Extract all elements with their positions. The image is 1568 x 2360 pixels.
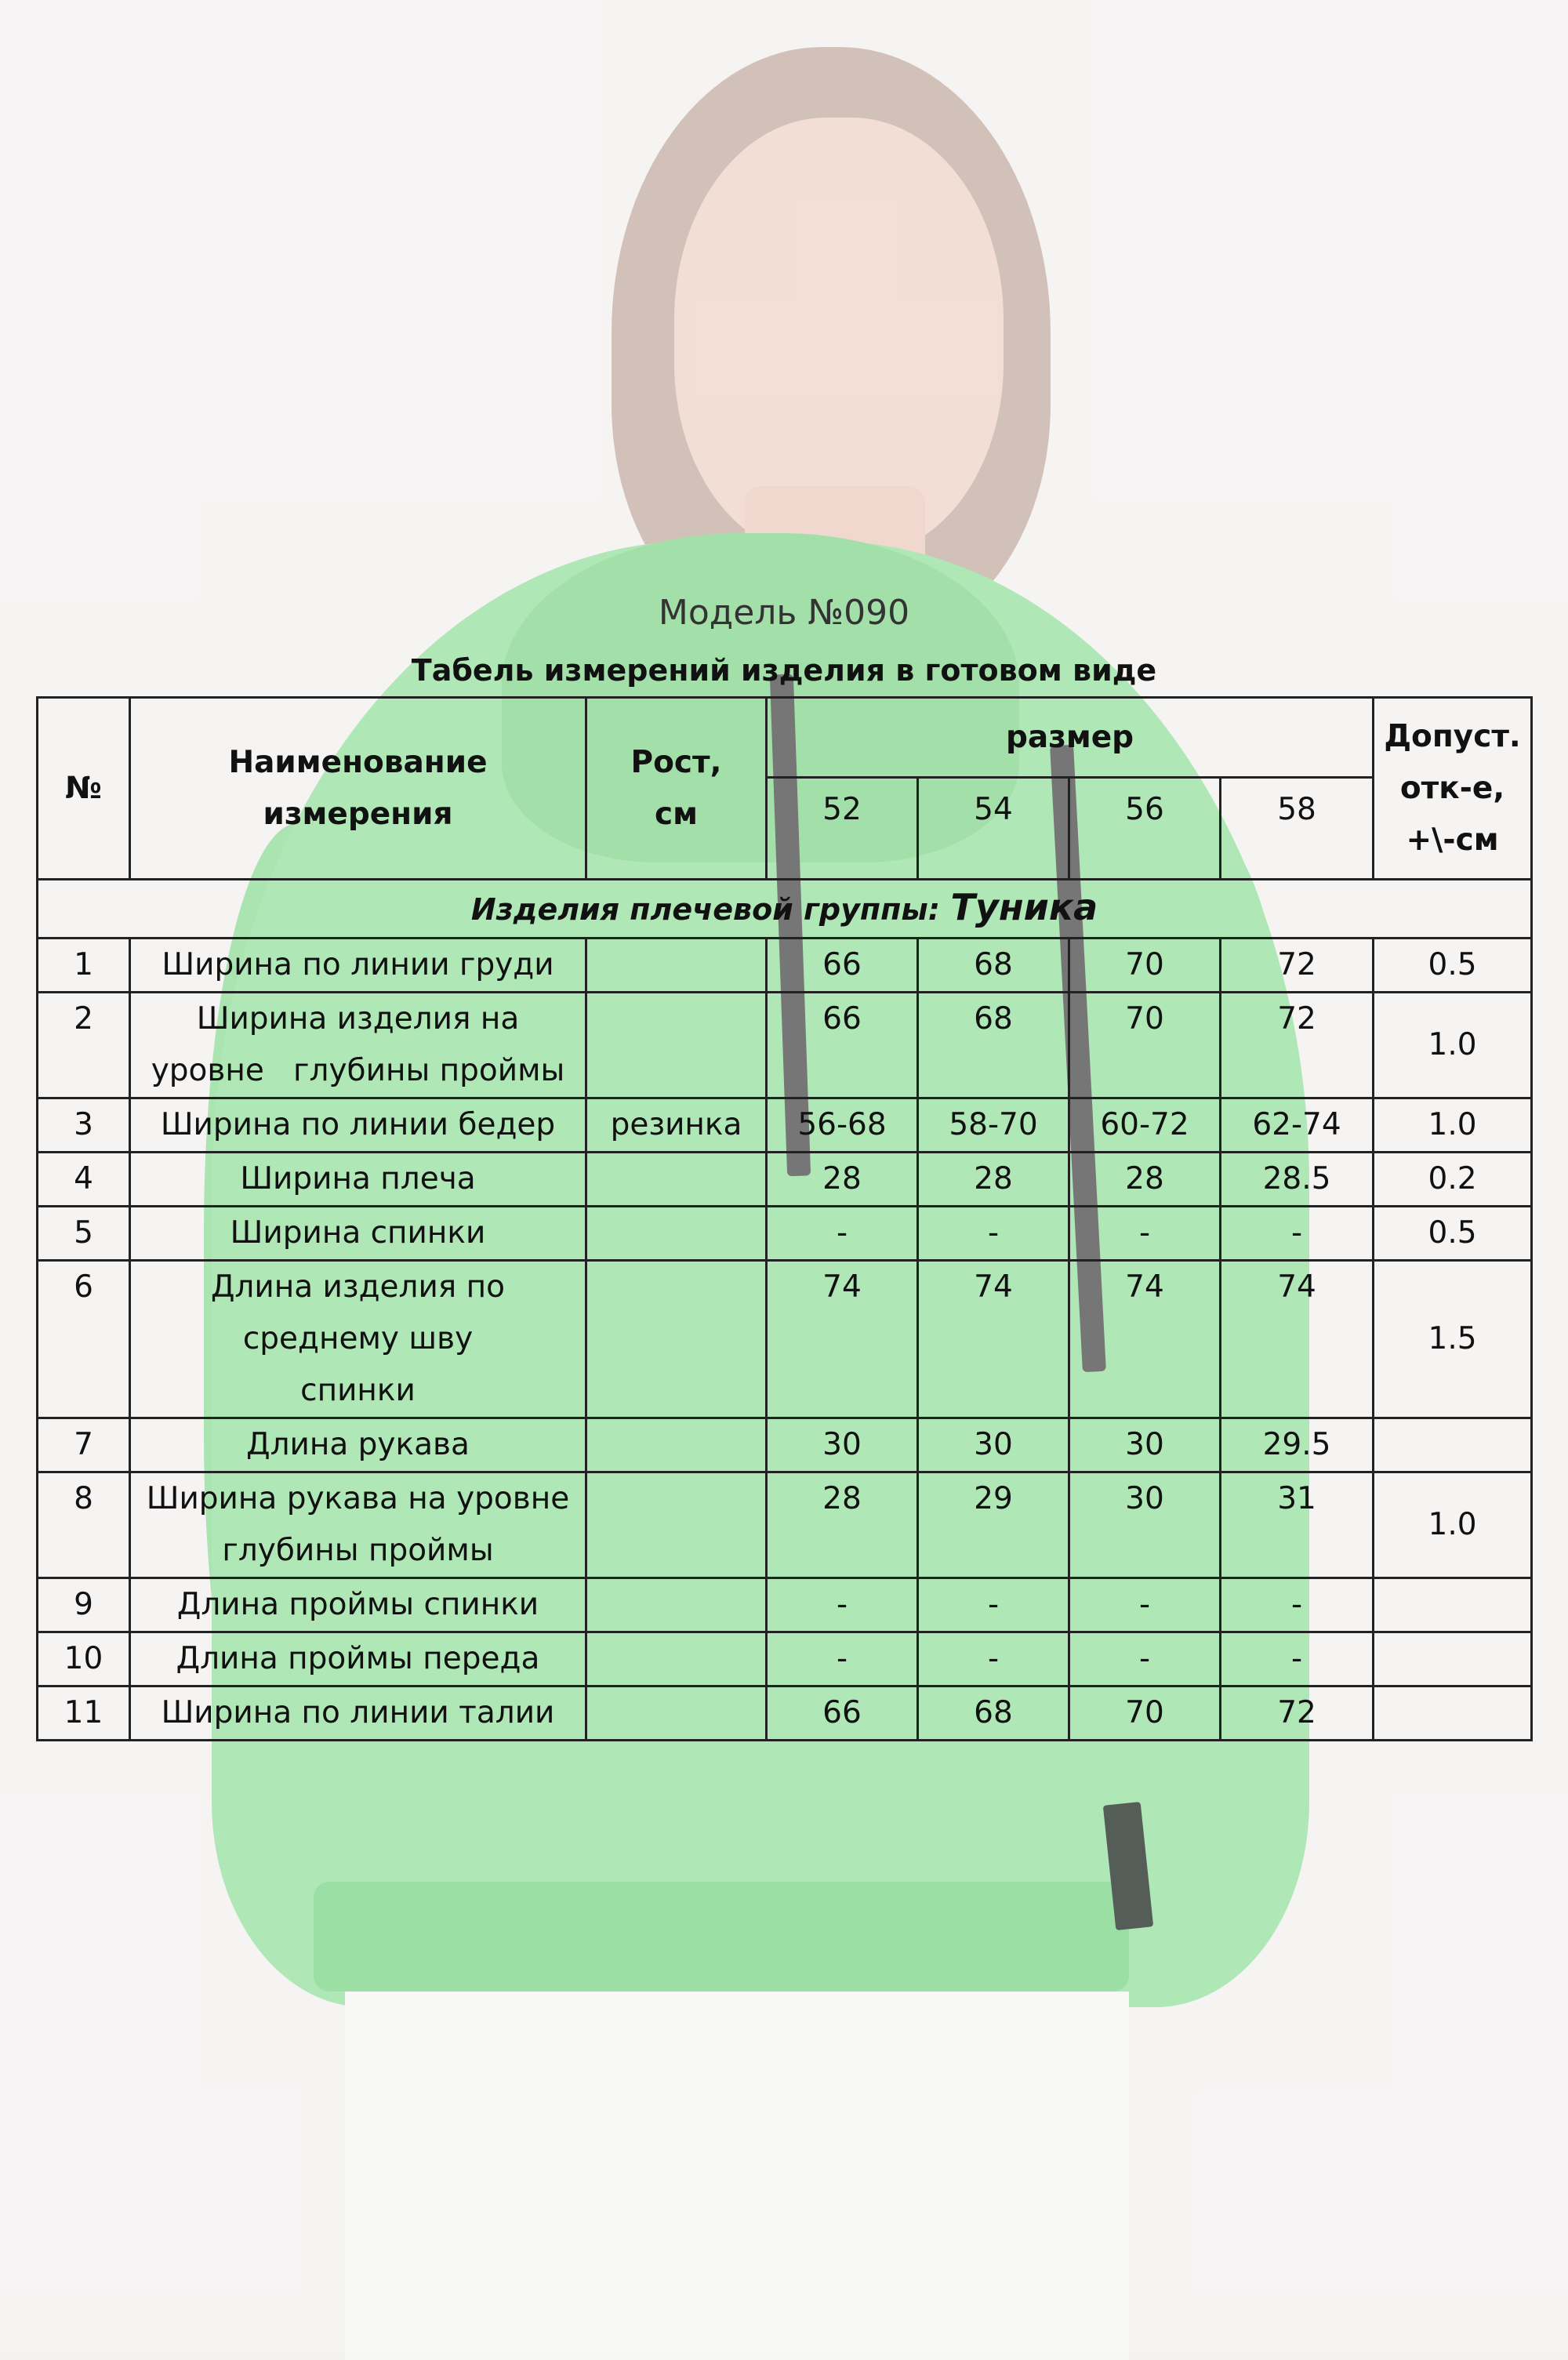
row-tolerance: 1.5 — [1374, 1261, 1532, 1418]
table-row — [38, 993, 1532, 1098]
table-row — [38, 1632, 1532, 1686]
row-value: 29 — [918, 1472, 1069, 1578]
row-value: 29.5 — [1221, 1418, 1374, 1472]
table-row — [38, 1578, 1532, 1632]
header-tolerance-text: Допуст. отк-е, +\-см — [1384, 718, 1521, 858]
row-name-text: Длина изделия по среднему шву спинки — [210, 1269, 506, 1408]
row-value: 72 — [1221, 993, 1374, 1098]
row-value: 30 — [918, 1418, 1069, 1472]
group-prefix: Изделия плечевой группы: — [470, 892, 940, 927]
row-height — [586, 1418, 767, 1472]
row-height — [586, 1632, 767, 1686]
header-height — [586, 698, 767, 880]
row-value: 74 — [918, 1261, 1069, 1418]
row-value: 66 — [767, 1686, 918, 1741]
row-value: 28 — [767, 1153, 918, 1207]
row-value: 74 — [767, 1261, 918, 1418]
table-row — [38, 1418, 1532, 1472]
row-value: 68 — [918, 1686, 1069, 1741]
sheet-title: Табель измерений изделия в готовом виде — [411, 653, 1157, 688]
row-value: - — [1221, 1578, 1374, 1632]
row-value: 28 — [1069, 1153, 1221, 1207]
row-name: Длина проймы спинки — [130, 1578, 586, 1632]
row-tolerance: 0.5 — [1374, 939, 1532, 993]
table-row — [38, 1261, 1532, 1418]
row-name: Ширина спинки — [130, 1207, 586, 1261]
row-number: 9 — [38, 1578, 130, 1632]
size-58: 58 — [1221, 778, 1374, 880]
row-name: Длина рукава — [130, 1418, 586, 1472]
row-name — [130, 993, 586, 1098]
row-height — [586, 939, 767, 993]
row-value: - — [767, 1632, 918, 1686]
row-value: - — [1221, 1632, 1374, 1686]
table-row — [38, 1098, 1532, 1153]
header-tolerance — [1374, 698, 1532, 880]
row-number: 7 — [38, 1418, 130, 1472]
row-number: 3 — [38, 1098, 130, 1153]
header-measurement-name-text: Наименование измерения — [228, 744, 488, 832]
row-value: - — [767, 1207, 918, 1261]
row-name — [130, 1472, 586, 1578]
table-row — [38, 1153, 1532, 1207]
table-row — [38, 939, 1532, 993]
row-number: 8 — [38, 1472, 130, 1578]
row-name: Ширина по линии груди — [130, 939, 586, 993]
model-number: Модель №090 — [658, 593, 910, 633]
header-size: размер — [767, 698, 1374, 778]
row-number: 6 — [38, 1261, 130, 1418]
header-height-text: Рост, см — [630, 744, 722, 832]
row-value: 30 — [767, 1418, 918, 1472]
row-value: 74 — [1069, 1261, 1221, 1418]
row-value: 66 — [767, 993, 918, 1098]
row-value: 28 — [918, 1153, 1069, 1207]
row-height — [586, 993, 767, 1098]
row-tolerance — [1374, 1632, 1532, 1686]
row-name — [130, 1261, 586, 1418]
row-tolerance: 0.2 — [1374, 1153, 1532, 1207]
row-height — [586, 1261, 767, 1418]
row-number: 2 — [38, 993, 130, 1098]
row-tolerance: 1.0 — [1374, 1098, 1532, 1153]
row-value: 31 — [1221, 1472, 1374, 1578]
row-height — [586, 1472, 767, 1578]
row-value: 30 — [1069, 1472, 1221, 1578]
row-height: резинка — [586, 1098, 767, 1153]
row-value: - — [918, 1578, 1069, 1632]
row-value: - — [1069, 1632, 1221, 1686]
row-tolerance — [1374, 1578, 1532, 1632]
row-tolerance: 0.5 — [1374, 1207, 1532, 1261]
row-value: 28 — [767, 1472, 918, 1578]
size-52: 52 — [767, 778, 918, 880]
size-54: 54 — [918, 778, 1069, 880]
table-row — [38, 1686, 1532, 1741]
row-value: 62-74 — [1221, 1098, 1374, 1153]
row-value: 70 — [1069, 939, 1221, 993]
row-value: 74 — [1221, 1261, 1374, 1418]
row-value: - — [918, 1207, 1069, 1261]
row-name: Ширина по линии бедер — [130, 1098, 586, 1153]
row-value: - — [918, 1632, 1069, 1686]
row-height — [586, 1578, 767, 1632]
group-name: Туника — [950, 886, 1098, 928]
row-value: 58-70 — [918, 1098, 1069, 1153]
row-name-text: Ширина изделия на уровне глубины проймы — [151, 1001, 565, 1088]
row-value: 70 — [1069, 1686, 1221, 1741]
row-name: Ширина по линии талии — [130, 1686, 586, 1741]
row-number: 10 — [38, 1632, 130, 1686]
header-measurement-name — [130, 698, 586, 880]
row-value: 72 — [1221, 1686, 1374, 1741]
row-number: 1 — [38, 939, 130, 993]
row-name-text: Ширина рукава на уровне глубины проймы — [146, 1481, 570, 1568]
table-row — [38, 1472, 1532, 1578]
size-56: 56 — [1069, 778, 1221, 880]
row-tolerance — [1374, 1686, 1532, 1741]
row-tolerance: 1.0 — [1374, 1472, 1532, 1578]
row-height — [586, 1153, 767, 1207]
row-value: - — [1069, 1207, 1221, 1261]
row-value: 60-72 — [1069, 1098, 1221, 1153]
header-number: № — [38, 698, 130, 880]
row-value: 68 — [918, 939, 1069, 993]
row-value: 72 — [1221, 939, 1374, 993]
row-value: - — [1221, 1207, 1374, 1261]
row-name: Ширина плеча — [130, 1153, 586, 1207]
row-value: - — [1069, 1578, 1221, 1632]
row-value: - — [767, 1578, 918, 1632]
row-tolerance: 1.0 — [1374, 993, 1532, 1098]
row-number: 4 — [38, 1153, 130, 1207]
measurement-table — [36, 696, 1533, 1741]
row-value: 56-68 — [767, 1098, 918, 1153]
row-value: 68 — [918, 993, 1069, 1098]
row-value: 28.5 — [1221, 1153, 1374, 1207]
row-tolerance — [1374, 1418, 1532, 1472]
table-row — [38, 1207, 1532, 1261]
row-value: 30 — [1069, 1418, 1221, 1472]
row-name: Длина проймы переда — [130, 1632, 586, 1686]
product-group-row — [38, 880, 1532, 939]
row-height — [586, 1207, 767, 1261]
row-value: 70 — [1069, 993, 1221, 1098]
row-number: 11 — [38, 1686, 130, 1741]
row-height — [586, 1686, 767, 1741]
row-value: 66 — [767, 939, 918, 993]
row-number: 5 — [38, 1207, 130, 1261]
